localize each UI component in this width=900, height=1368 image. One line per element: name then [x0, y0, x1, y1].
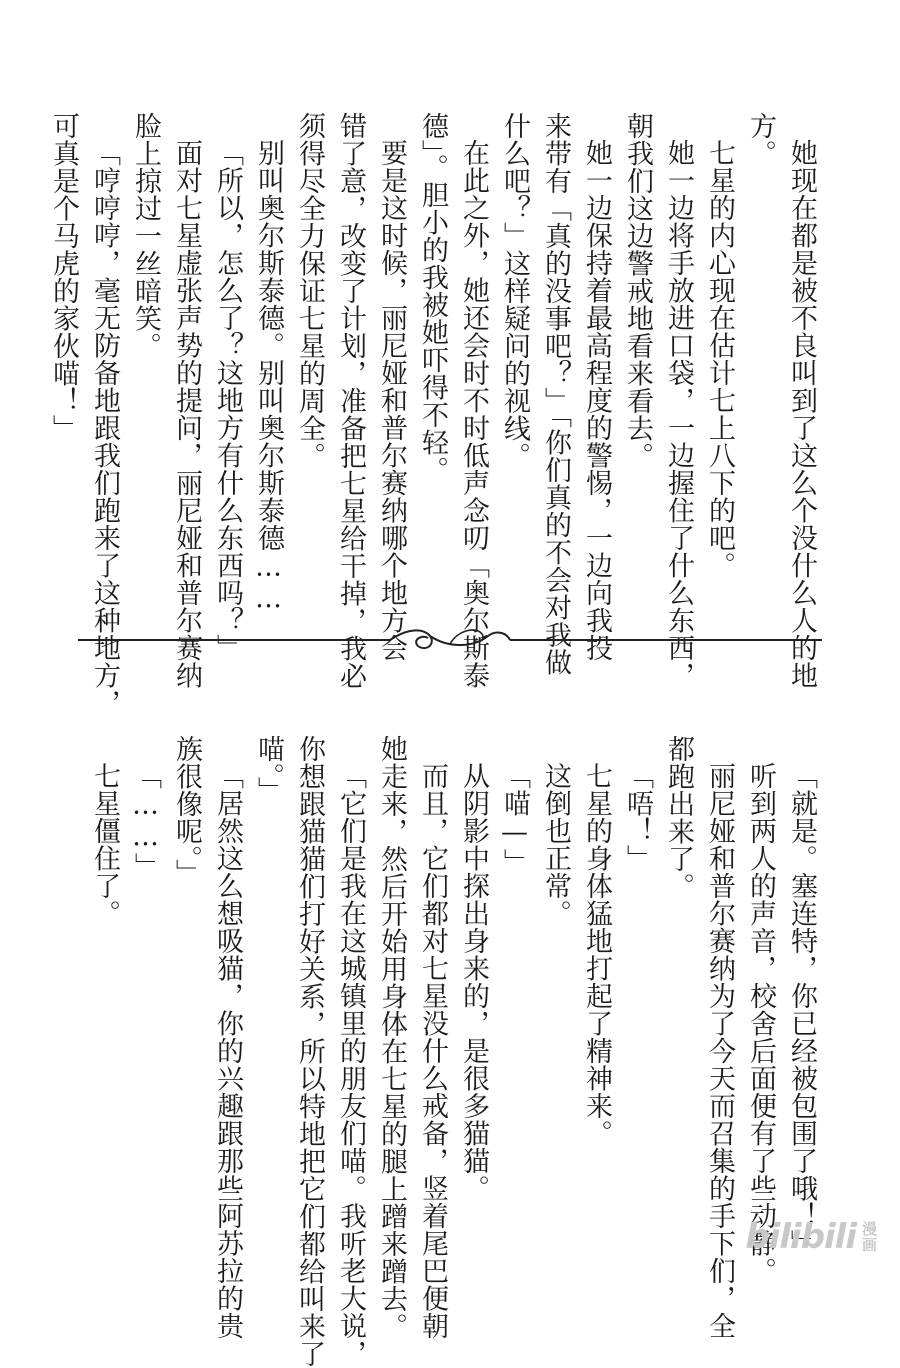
text-line: 都跑出来了。 [663, 735, 694, 900]
text-line: 错了意，改变了计划，准备把七星给干掉，我必 [335, 112, 366, 690]
text-line: 来带有「真的没事吧？」「你们真的不会对我做 [540, 112, 571, 676]
text-line: 须得尽全力保证七星的周全。 [294, 112, 325, 470]
text-line: 喵。」 [253, 735, 284, 804]
text-line: 「它们是我在这城镇里的朋友们喵。我听老大说， [335, 762, 366, 1367]
text-line: 朝我们这边警戒地看来看去。 [622, 112, 653, 470]
text-line: 族很像呢。」 [171, 735, 202, 887]
text-line: 方。 [745, 112, 776, 167]
watermark-brand: bilibili [745, 1217, 856, 1257]
text-line: 脸上掠过一丝暗笑。 [130, 112, 161, 360]
text-line: 「居然这么想吸猫，你的兴趣跟那些阿苏拉的贵 [212, 762, 243, 1340]
text-line: 这倒也正常。 [540, 762, 571, 927]
text-line: 「唔！」 [622, 762, 653, 872]
text-line: 在此之外，她还会时不时低声念叨「奥尔斯泰 [458, 139, 489, 689]
text-line: 你想跟猫猫们打好关系，所以特地把它们都给叫来了 [294, 735, 325, 1368]
text-line: 听到两人的声音，校舍后面便有了些动静。 [745, 762, 776, 1285]
text-line: 七星僵住了。 [89, 762, 120, 927]
watermark-sub: 漫画 [862, 1220, 878, 1254]
text-line: 她一边保持着最高程度的警惕，一边向我投 [581, 139, 612, 662]
bilibili-manga-watermark [745, 1217, 878, 1257]
text-line: 「就是。塞连特，你已经被包围了哦！」 [786, 762, 817, 1257]
text-line: 可真是个马虎的家伙喵！」 [48, 112, 79, 442]
text-line: 德」。胆小的我被她吓得不轻。 [417, 112, 448, 484]
text-line: 她走来，然后开始用身体在七星的腿上蹭来蹭去。 [376, 735, 407, 1340]
text-line: 丽尼娅和普尔赛纳为了今天而召集的手下们，全 [704, 762, 735, 1340]
text-line: 「所以，怎么了？这地方有什么东西吗？」 [212, 139, 243, 662]
text-line: 什么吧？」这样疑问的视线。 [499, 112, 530, 470]
text-line: 而且，它们都对七星没什么戒备，竖着尾巴便朝 [417, 762, 448, 1340]
text-line: 她一边将手放进口袋，一边握住了什么东西， [663, 139, 694, 689]
text-line: 「喵—」 [499, 762, 530, 876]
text-line: 要是这时候，丽尼娅和普尔赛纳哪个地方会 [376, 139, 407, 662]
text-line: 面对七星虚张声势的提问，丽尼娅和普尔赛纳 [171, 139, 202, 689]
text-block-top [43, 112, 822, 717]
text-line: 「……」 [130, 762, 161, 880]
ornament-divider [78, 618, 822, 658]
text-line: 她现在都是被不良叫到了这么个没什么人的地 [786, 139, 817, 689]
text-line: 七星的身体猛地打起了精神来。 [581, 762, 612, 1147]
text-line: 七星的内心现在估计七上八下的吧。 [704, 139, 735, 579]
text-line: 别叫奥尔斯泰德。别叫奥尔斯泰德…… [253, 139, 284, 615]
text-line: 从阴影中探出身来的，是很多猫猫。 [458, 762, 489, 1202]
text-line: 「哼哼哼，毫无防备地跟我们跑来了这种地方， [89, 139, 120, 717]
